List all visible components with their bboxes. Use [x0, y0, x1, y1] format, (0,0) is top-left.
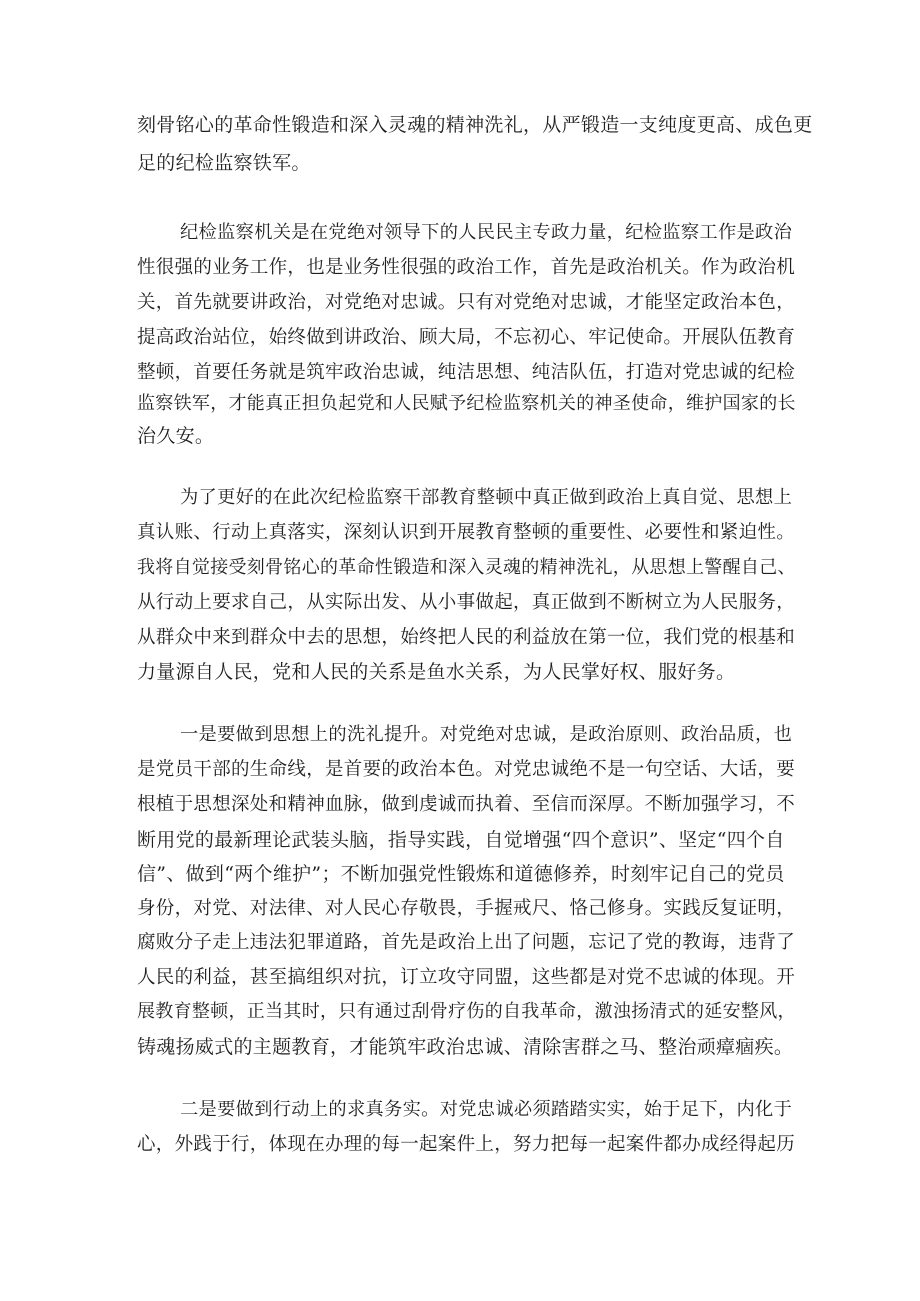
text-line: 是党员干部的生命线，是首要的政治本色。对党忠诚绝不是一句空话、大话，要: [137, 759, 796, 780]
text-line: 力量源自人民，党和人民的关系是鱼水关系，为人民掌好权、服好务。: [137, 661, 736, 683]
text-line: 整顿，首要任务就是筑牢政治忠诚，纯洁思想、纯洁队伍，打造对党忠诚的纪检: [137, 362, 796, 383]
text-line: 根植于思想深处和精神血脉，做到虔诚而执着、至信而深厚。不断加强学习，不: [137, 794, 796, 815]
text-line: 展教育整顿，正当其时，只有通过刮骨疗伤的自我革命，激浊扬清式的延安整风，: [137, 1001, 796, 1022]
text-line: 真认账、行动上真落实，深刻认识到开展教育整顿的重要性、必要性和紧迫性。: [137, 522, 796, 543]
text-line: 刻骨铭心的革命性锻造和深入灵魂的精神洗礼，从严锻造一支纯度更高、成色更: [137, 114, 813, 136]
text-line: 二是要做到行动上的求真务实。对党忠诚必须踏踏实实，始于足下，内化于: [180, 1099, 793, 1120]
text-line: 我将自觉接受刻骨铭心的革命性锻造和深入灵魂的精神洗礼，从思想上警醒自己、: [137, 557, 796, 578]
text-line: 从行动上要求自己，从实际出发、从小事做起，真正做到不断树立为人民服务，: [137, 592, 796, 613]
text-line: 断用党的最新理论武装头脑，指导实践，自觉增强“四个意识”、坚定“四个自: [137, 829, 785, 851]
text-line: 铸魂扬威式的主题教育，才能筑牢政治忠诚、清除害群之马、整治顽瘴痼疾。: [137, 1036, 794, 1058]
text-line: 人民的利益，甚至搞组织对抗，订立攻守同盟，这些都是对党不忠诚的体现。开: [137, 967, 796, 988]
text-line: 腐败分子走上违法犯罪道路，首先是政治上出了问题，忘记了党的教诲，违背了: [137, 932, 796, 953]
text-line: 关，首先就要讲政治，对党绝对忠诚。只有对党绝对忠诚，才能坚定政治本色，: [137, 292, 796, 313]
text-line: 心，外践于行，体现在办理的每一起案件上，努力把每一起案件都办成经得起历: [137, 1134, 796, 1155]
text-line: 治久安。: [137, 425, 215, 447]
text-line: 足的纪检监察铁军。: [137, 152, 311, 174]
text-line: 纪检监察机关是在党绝对领导下的人民民主专政力量，纪检监察工作是政治: [180, 222, 793, 243]
text-line: 身份，对党、对法律、对人民心存敬畏，手握戒尺、恪己修身。实践反复证明，: [137, 898, 796, 919]
text-line: 信”、做到“两个维护”；不断加强党性锻炼和道德修养，时刻牢记自己的党员: [137, 863, 785, 885]
text-line: 为了更好的在此次纪检监察干部教育整顿中真正做到政治上真自觉、思想上: [180, 487, 793, 508]
text-line: 提高政治站位，始终做到讲政治、顾大局，不忘初心、牢记使命。开展队伍教育: [137, 327, 796, 348]
text-line: 监察铁军，才能真正担负起党和人民赋予纪检监察机关的神圣使命，维护国家的长: [137, 393, 796, 414]
text-line: 从群众中来到群众中去的思想，始终把人民的利益放在第一位，我们党的根基和: [137, 627, 796, 648]
text-line: 一是要做到思想上的洗礼提升。对党绝对忠诚，是政治原则、政治品质，也: [180, 724, 793, 745]
text-line: 性很强的业务工作，也是业务性很强的政治工作，首先是政治机关。作为政治机: [137, 257, 796, 278]
